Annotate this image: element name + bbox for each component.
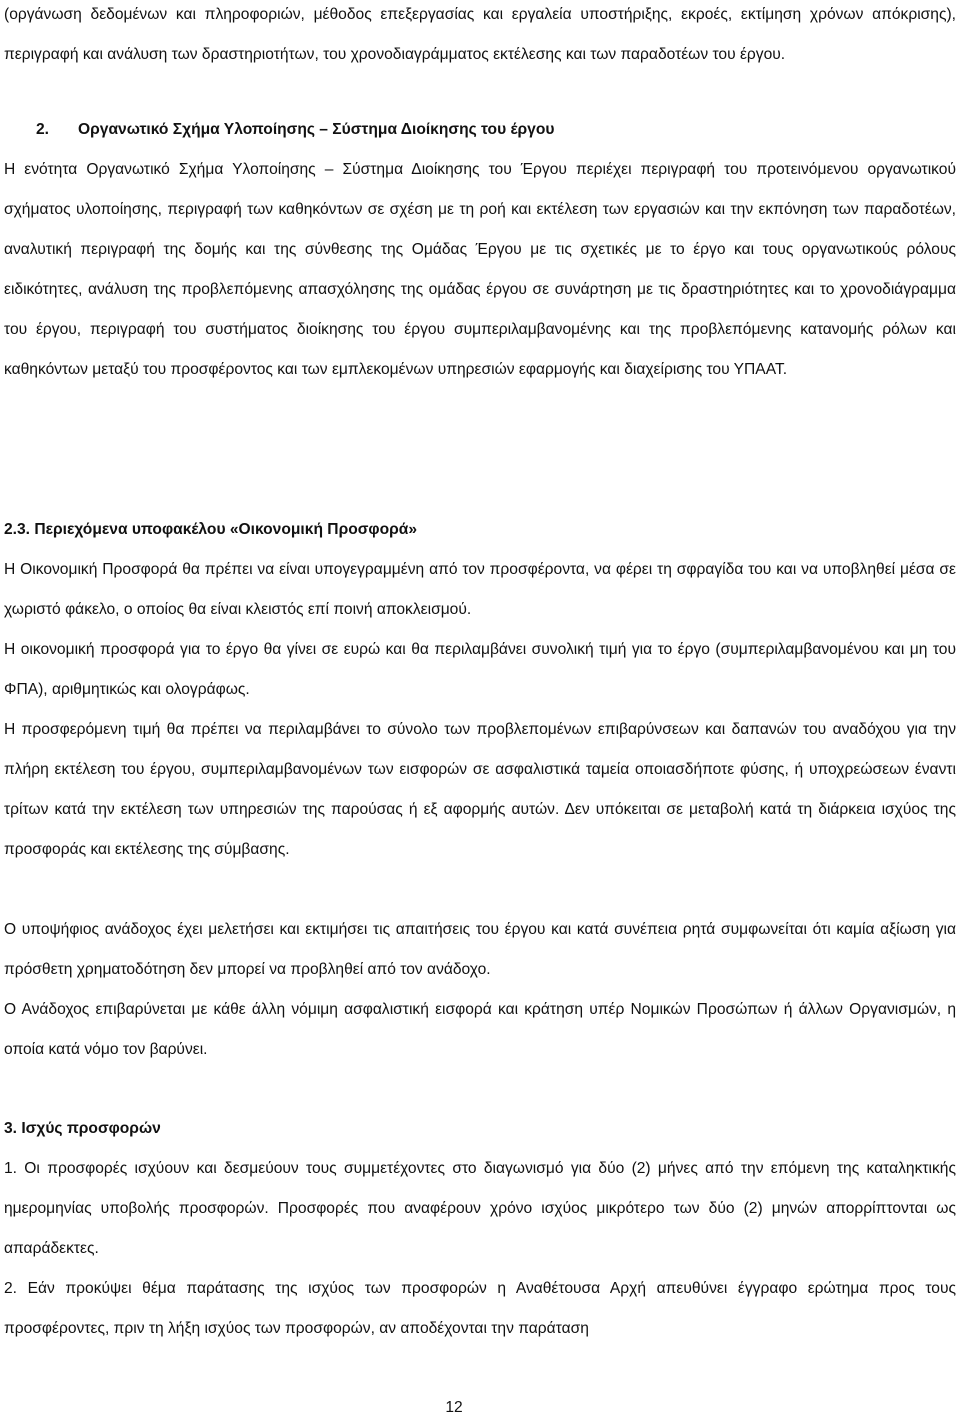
section-2-title: Οργανωτικό Σχήμα Υλοποίησης – Σύστημα Διοίκησης του έργου [78, 121, 555, 138]
page-number: 12 [445, 1399, 463, 1416]
section-2-paragraph: Η ενότητα Οργανωτικό Σχήμα Υλοποίησης – Σύστημα Διοίκησης του Έργου περιέχει περιγραφή του προτεινόμενου οργανωτικού σχήματος υλοποίησης, περιγραφή των καθηκόντων σε σχέση με τη ροή και εκτέλεση των εργασιών και την εκπόνηση των παραδοτέων, αναλυτική περιγραφή της δομής και της σύνθεσης της Ομάδας Έργου με τις σχετικές με το έργο και τους οργανωτικούς ρόλους ειδικότητες, ανάλυση της προβλεπόμενης απασχόλησης της ομάδας έργου σε συνάρτηση με τις δραστηριότητες και το χρονοδιάγραμμα του έργου, περιγραφή του συστήματος διοίκησης του έργου συμπεριλαμβανομένης και της προβλεπόμενης κατανομής ρόλων και καθηκόντων μεταξύ του προσφέροντος και των εμπλεκομένων υπηρεσιών εφαρμογής και διαχείρισης του ΥΠΑΑΤ. [4, 161, 956, 378]
section-3-paragraph-1: 1. Οι προσφορές ισχύουν και δεσμεύουν τους συμμετέχοντες στο διαγωνισμό για δύο (2) μήνες από την επόμενη της καταληκτικής ημερομηνίας υποβολής προσφορών. Προσφορές που αναφέρουν χρόνο ισχύος μικρότερο των δύο (2) μηνών απορρίπτονται ως απαράδεκτες. [4, 1160, 956, 1257]
intro-paragraph: (οργάνωση δεδομένων και πληροφοριών, μέθοδος επεξεργασίας και εργαλεία υποστήριξης, εκροές, εκτίμηση χρόνων απόκρισης), περιγραφή και ανάλυση των δραστηριοτήτων, του χρονοδιαγράμματος εκτέλεσης και των παραδοτέων του έργου. [4, 6, 956, 63]
section-2-3-heading: 2.3. Περιεχόμενα υποφακέλου «Οικονομική Προσφορά» [4, 521, 417, 538]
section-2-heading [4, 110, 956, 150]
section-3-heading: 3. Ισχύς προσφορών [4, 1120, 161, 1137]
section-2-number: 2. [36, 121, 50, 138]
section-2-3-paragraph-5: Ο Ανάδοχος επιβαρύνεται με κάθε άλλη νόμιμη ασφαλιστική εισφορά και κράτηση υπέρ Νομικών Προσώπων ή άλλων Οργανισμών, η οποία κατά νόμο τον βαρύνει. [4, 1001, 956, 1058]
section-2-3-paragraph-3: Η προσφερόμενη τιμή θα πρέπει να περιλαμβάνει το σύνολο των προβλεπομένων επιβαρύνσεων και δαπανών του αναδόχου για την πλήρη εκτέλεση του έργου, συμπεριλαμβανομένων των εισφορών σε ασφαλιστικά ταμεία οποιασδήποτε φύσης, ή υποχρεώσεων έναντι τρίτων κατά την εκτέλεση των υπηρεσιών της παρούσας ή εξ αφορμής αυτών. Δεν υπόκειται σε μεταβολή κατά τη διάρκεια ισχύος της προσφοράς και εκτέλεσης της σύμβασης. [4, 721, 956, 858]
section-2-3-paragraph-4: Ο υποψήφιος ανάδοχος έχει μελετήσει και εκτιμήσει τις απαιτήσεις του έργου και κατά συνέπεια ρητά συμφωνείται ότι καμία αξίωση για πρόσθετη χρηματοδότηση δεν μπορεί να προβληθεί από τον ανάδοχο. [4, 921, 956, 978]
section-2-3-paragraph-1: Η Οικονομική Προσφορά θα πρέπει να είναι υπογεγραμμένη από τον προσφέροντα, να φέρει τη σφραγίδα του και να υποβληθεί μέσα σε χωριστό φάκελο, ο οποίος θα είναι κλειστός επί ποινή αποκλεισμού. [4, 561, 956, 618]
section-2-3-paragraph-2: Η οικονομική προσφορά για το έργο θα γίνει σε ευρώ και θα περιλαμβάνει συνολική τιμή για το έργο (συμπεριλαμβανομένου και μη του ΦΠΑ), αριθμητικώς και ολογράφως. [4, 641, 956, 698]
section-3-paragraph-2: 2. Εάν προκύψει θέμα παράτασης της ισχύος των προσφορών η Αναθέτουσα Αρχή απευθύνει έγγραφο ερώτημα προς τους προσφέροντες, πριν τη λήξη ισχύος των προσφορών, αν αποδέχονται την παράταση [4, 1280, 956, 1337]
